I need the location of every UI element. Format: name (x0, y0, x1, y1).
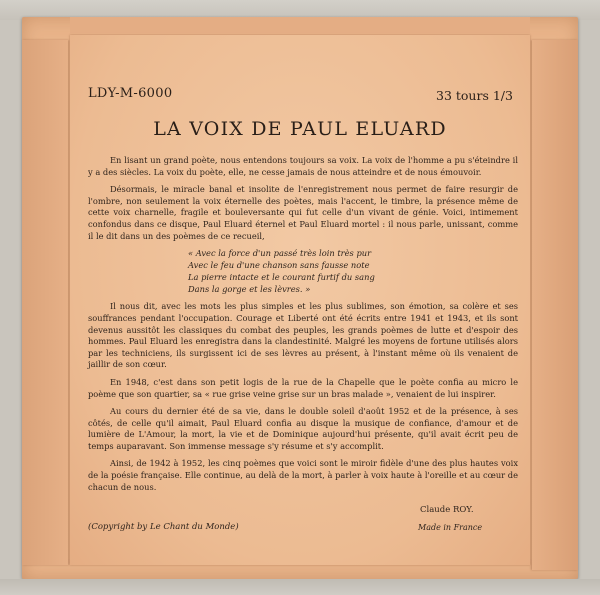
liner-notes (88, 155, 518, 499)
catalog-number: LDY-M-6000 (88, 86, 173, 101)
sleeve-right-flap (532, 40, 578, 570)
poem-line: Avec le feu d'une chanson sans fausse note (188, 259, 370, 270)
record-speed: 33 tours 1/3 (436, 88, 513, 103)
made-in-label: Made in France (418, 523, 483, 532)
liner-paragraph: Ainsi, de 1942 à 1952, les cinq poèmes que voici sont le miroir fidèle d'une des plus hautes voix de la poésie française. Elle continue, au delà de la mort, à parler à voix haute à l'oreille et au cœur de chacun de nous. (88, 458, 518, 492)
liner-paragraph: Désormais, le miracle banal et insolite de l'enregistrement nous permet de faire resurgir de l'ombre, non seulement la voix éternelle des poètes, mais l'accent, le timbre, la présence même de cette voix charnelle, fragile et bouleversante qui fut celle d'un vivant de génie. Voici, intimement confondus dans ce disque, Paul Eluard éternel et Paul Eluard mortel : il nous parle, unissant, comme il le dit dans un des poèmes de ce recueil, (88, 184, 518, 241)
sleeve-top-flap (70, 17, 530, 33)
poem-line: Dans la gorge et les lèvres. » (188, 283, 311, 294)
surface (0, 579, 600, 595)
page-title: LA VOIX DE PAUL ELUARD (153, 118, 447, 140)
author-signature: Claude ROY. (420, 505, 474, 515)
sleeve-left-flap (22, 40, 68, 565)
poem-line: La pierre intacte et le courant furtif du sang (188, 271, 375, 282)
copyright-notice: (Copyright by Le Chant du Monde) (88, 522, 239, 532)
liner-paragraph: Au cours du dernier été de sa vie, dans le double soleil d'août 1952 et de la présence, à ses côtés, de celle qu'il aimait, Paul Eluard confia au disque la musique de confiance, d'amour et de lumière de L'Amour, la mort, la vie et de Dominique aujourd'hui présente, qu'il avait écrit peu de temps auparavant. Son immense message s'y résume et s'y accomplit. (88, 406, 518, 451)
poem-line: « Avec la force d'un passé très loin très pur (188, 248, 372, 259)
liner-paragraph: En lisant un grand poète, nous entendons toujours sa voix. La voix de l'homme a pu s'éteindre il y a des siècles. La voix du poète, elle, ne cesse jamais de nous atteindre et de nous émouvoir. (88, 155, 518, 177)
poem-quote (188, 248, 518, 295)
liner-paragraph: En 1948, c'est dans son petit logis de la rue de la Chapelle que le poète confia au micro le poème que son quartier, sa « rue grise veine grise sur un bras malade », venaient de lui inspirer. (88, 376, 518, 399)
liner-paragraph: Il nous dit, avec les mots les plus simples et les plus sublimes, son émotion, sa colère et ses souffrances pendant l'occupation. Courage et Liberté ont été écrits entre 1941 et 1943, et ils sont devenus aussitôt les classiques du combat des peuples, les grands poèmes de lutte et d'espoir des hommes. Paul Eluard les enregistra dans la clandestinité. Malgré les moyens de fortune utilisés alors par les techniciens, ils surgissent ici de ses lèvres au présent, à l'instant même où ils venaient de jaillir de son cœur. (88, 301, 518, 370)
